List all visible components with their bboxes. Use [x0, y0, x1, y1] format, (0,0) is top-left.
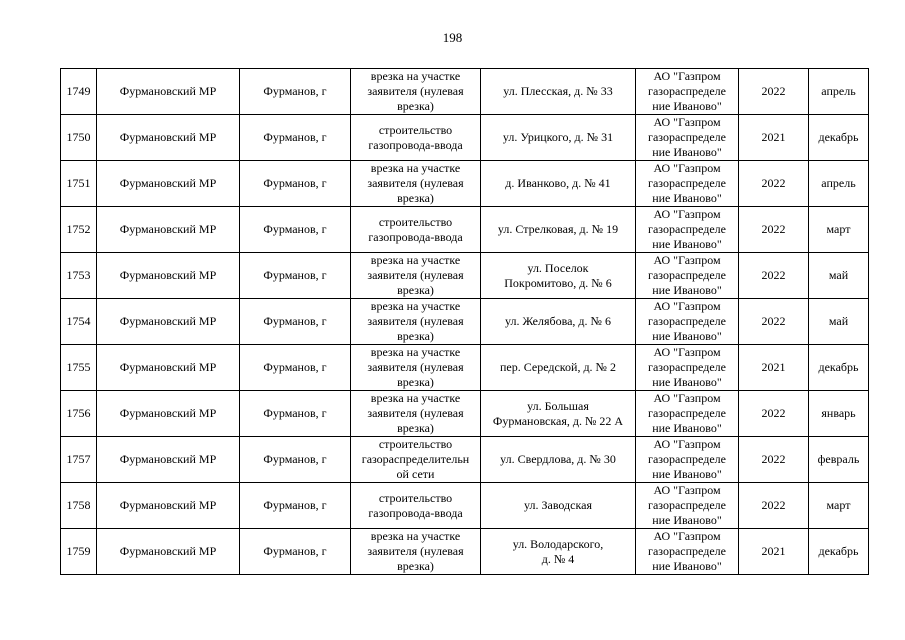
year-cell: 2022 — [739, 483, 809, 529]
gasification-table — [60, 68, 869, 575]
table-row — [61, 345, 869, 391]
organization-cell — [636, 161, 739, 207]
district-cell: Фурмановский МР — [97, 529, 240, 575]
organization-cell — [636, 529, 739, 575]
address-text: ул. Большая Фурмановская, д. № 22 А — [492, 398, 624, 428]
year-cell: 2022 — [739, 391, 809, 437]
organization-cell — [636, 437, 739, 483]
address-text: ул. Володарского, д. № 4 — [512, 536, 604, 566]
address-cell — [481, 529, 636, 575]
row-number: 1755 — [61, 345, 97, 391]
month-cell: апрель — [809, 161, 869, 207]
table-row — [61, 437, 869, 483]
organization-cell — [636, 345, 739, 391]
work-type-cell — [351, 437, 481, 483]
address-cell — [481, 69, 636, 115]
row-number: 1749 — [61, 69, 97, 115]
work-type-text: врезка на участке заявителя (нулевая врезка) — [367, 69, 464, 113]
organization-cell — [636, 115, 739, 161]
address-text: ул. Желябова, д. № 6 — [505, 314, 611, 328]
address-text: ул. Заводская — [524, 498, 592, 512]
address-text: д. Иванково, д. № 41 — [505, 176, 611, 190]
organization-text: АО "Газпром газораспределе ние Иваново" — [648, 391, 726, 435]
work-type-cell — [351, 391, 481, 437]
month-cell: декабрь — [809, 345, 869, 391]
table-row — [61, 529, 869, 575]
district-cell: Фурмановский МР — [97, 345, 240, 391]
table-row — [61, 391, 869, 437]
year-cell: 2022 — [739, 437, 809, 483]
city-cell: Фурманов, г — [240, 391, 351, 437]
table-body — [61, 69, 869, 575]
row-number: 1757 — [61, 437, 97, 483]
table-row — [61, 115, 869, 161]
district-cell: Фурмановский МР — [97, 69, 240, 115]
row-number: 1753 — [61, 253, 97, 299]
row-number: 1751 — [61, 161, 97, 207]
work-type-text: врезка на участке заявителя (нулевая врезка) — [367, 345, 464, 389]
row-number: 1754 — [61, 299, 97, 345]
year-cell: 2022 — [739, 299, 809, 345]
organization-cell — [636, 483, 739, 529]
work-type-cell — [351, 483, 481, 529]
work-type-text: врезка на участке заявителя (нулевая врезка) — [367, 161, 464, 205]
address-text: ул. Свердлова, д. № 30 — [500, 452, 616, 466]
district-cell: Фурмановский МР — [97, 253, 240, 299]
row-number: 1758 — [61, 483, 97, 529]
city-cell: Фурманов, г — [240, 161, 351, 207]
organization-text: АО "Газпром газораспределе ние Иваново" — [648, 69, 726, 113]
table-row — [61, 483, 869, 529]
work-type-text: врезка на участке заявителя (нулевая врезка) — [367, 253, 464, 297]
address-cell — [481, 483, 636, 529]
work-type-text: строительство газопровода-ввода — [368, 214, 463, 244]
year-cell: 2022 — [739, 207, 809, 253]
address-cell — [481, 115, 636, 161]
month-cell: январь — [809, 391, 869, 437]
organization-cell — [636, 207, 739, 253]
work-type-text: строительство газопровода-ввода — [368, 122, 463, 152]
year-cell: 2021 — [739, 115, 809, 161]
address-text: ул. Поселок Покромитово, д. № 6 — [504, 260, 612, 290]
organization-cell — [636, 69, 739, 115]
city-cell: Фурманов, г — [240, 115, 351, 161]
address-text: ул. Плесская, д. № 33 — [503, 84, 613, 98]
organization-text: АО "Газпром газораспределе ние Иваново" — [648, 529, 726, 573]
city-cell: Фурманов, г — [240, 253, 351, 299]
table-row — [61, 253, 869, 299]
work-type-cell — [351, 299, 481, 345]
address-cell — [481, 161, 636, 207]
district-cell: Фурмановский МР — [97, 391, 240, 437]
organization-cell — [636, 391, 739, 437]
district-cell: Фурмановский МР — [97, 437, 240, 483]
work-type-cell — [351, 253, 481, 299]
address-text: пер. Середской, д. № 2 — [499, 360, 617, 374]
year-cell: 2022 — [739, 253, 809, 299]
work-type-text: строительство газораспределительн ой сети — [361, 437, 470, 481]
organization-text: АО "Газпром газораспределе ние Иваново" — [648, 253, 726, 297]
work-type-text: врезка на участке заявителя (нулевая врезка) — [367, 391, 464, 435]
organization-text: АО "Газпром газораспределе ние Иваново" — [648, 115, 726, 159]
city-cell: Фурманов, г — [240, 529, 351, 575]
year-cell: 2022 — [739, 69, 809, 115]
month-cell: февраль — [809, 437, 869, 483]
month-cell: апрель — [809, 69, 869, 115]
address-cell — [481, 437, 636, 483]
month-cell: март — [809, 207, 869, 253]
work-type-text: строительство газопровода-ввода — [368, 490, 463, 520]
organization-text: АО "Газпром газораспределе ние Иваново" — [648, 161, 726, 205]
work-type-cell — [351, 529, 481, 575]
row-number: 1756 — [61, 391, 97, 437]
work-type-cell — [351, 115, 481, 161]
address-cell — [481, 253, 636, 299]
city-cell: Фурманов, г — [240, 483, 351, 529]
address-cell — [481, 391, 636, 437]
table-row — [61, 69, 869, 115]
district-cell: Фурмановский МР — [97, 483, 240, 529]
organization-cell — [636, 253, 739, 299]
work-type-text: врезка на участке заявителя (нулевая врезка) — [367, 529, 464, 573]
table-row — [61, 207, 869, 253]
address-cell — [481, 345, 636, 391]
page-number: 198 — [442, 30, 463, 45]
city-cell: Фурманов, г — [240, 437, 351, 483]
district-cell: Фурмановский МР — [97, 299, 240, 345]
city-cell: Фурманов, г — [240, 69, 351, 115]
city-cell: Фурманов, г — [240, 299, 351, 345]
table-row — [61, 161, 869, 207]
district-cell: Фурмановский МР — [97, 115, 240, 161]
organization-text: АО "Газпром газораспределе ние Иваново" — [648, 345, 726, 389]
city-cell: Фурманов, г — [240, 207, 351, 253]
work-type-cell — [351, 207, 481, 253]
district-cell: Фурмановский МР — [97, 161, 240, 207]
address-text: ул. Стрелковая, д. № 19 — [497, 222, 619, 236]
city-cell: Фурманов, г — [240, 345, 351, 391]
row-number: 1759 — [61, 529, 97, 575]
organization-text: АО "Газпром газораспределе ние Иваново" — [648, 207, 726, 251]
year-cell: 2021 — [739, 345, 809, 391]
organization-cell — [636, 299, 739, 345]
work-type-cell — [351, 345, 481, 391]
organization-text: АО "Газпром газораспределе ние Иваново" — [648, 483, 726, 527]
table-row — [61, 299, 869, 345]
address-text: ул. Урицкого, д. № 31 — [502, 130, 614, 144]
organization-text: АО "Газпром газораспределе ние Иваново" — [648, 299, 726, 343]
address-cell — [481, 207, 636, 253]
organization-text: АО "Газпром газораспределе ние Иваново" — [648, 437, 726, 481]
district-cell: Фурмановский МР — [97, 207, 240, 253]
month-cell: декабрь — [809, 115, 869, 161]
row-number: 1752 — [61, 207, 97, 253]
year-cell: 2021 — [739, 529, 809, 575]
month-cell: декабрь — [809, 529, 869, 575]
row-number: 1750 — [61, 115, 97, 161]
month-cell: май — [809, 299, 869, 345]
month-cell: март — [809, 483, 869, 529]
month-cell: май — [809, 253, 869, 299]
year-cell: 2022 — [739, 161, 809, 207]
work-type-cell — [351, 161, 481, 207]
work-type-text: врезка на участке заявителя (нулевая врезка) — [367, 299, 464, 343]
address-cell — [481, 299, 636, 345]
work-type-cell — [351, 69, 481, 115]
